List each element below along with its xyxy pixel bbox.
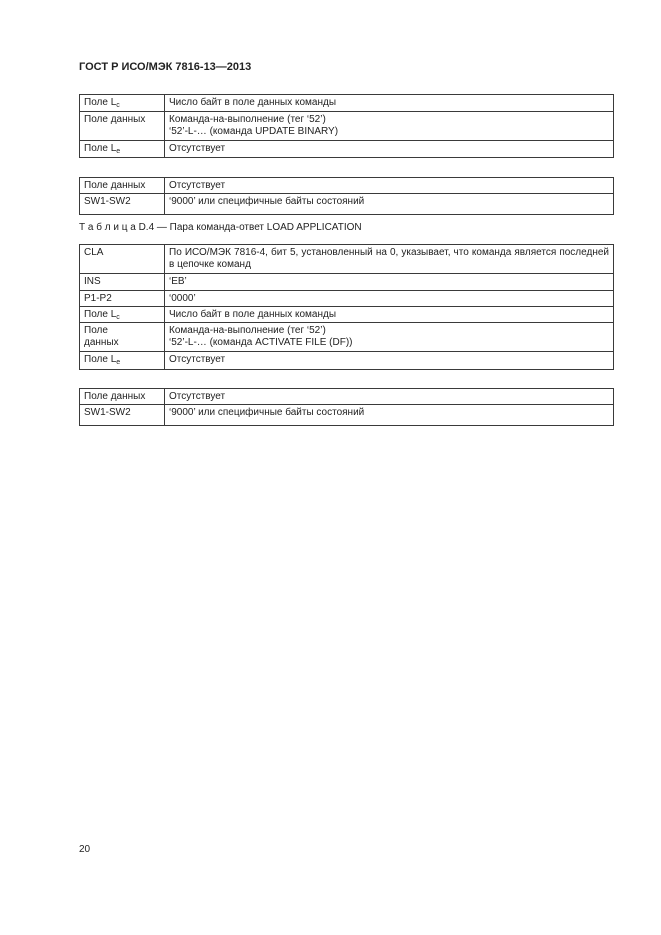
table-row — [80, 112, 614, 141]
table-row — [80, 274, 614, 291]
table-row — [80, 194, 614, 215]
row-label: SW1-SW2 — [80, 194, 165, 215]
table-d4-response — [79, 388, 614, 426]
row-value: По ИСО/МЭК 7816-4, бит 5, установленный на 0, указывает, что команда является последней в цепочке команд — [165, 245, 614, 274]
row-value: Число байт в поле данных команды — [165, 307, 614, 323]
row-value: Число байт в поле данных команды — [165, 95, 614, 112]
row-label: Поле данных — [80, 389, 165, 405]
row-value: Команда-на-выполнение (тег ‘52’) ‘52’-L-… (команда UPDATE BINARY) — [165, 112, 614, 141]
table-row — [80, 141, 614, 158]
row-label: Поле данных — [80, 112, 165, 141]
caption-text: — Пара команда-ответ LOAD APPLICATION — [156, 222, 362, 233]
row-value: ‘EB’ — [165, 274, 614, 291]
command-table-continued — [79, 94, 614, 158]
row-value: ‘9000’ или специфичные байты состояний — [165, 405, 614, 426]
table-row — [80, 245, 614, 274]
page-number: 20 — [79, 844, 91, 855]
table-row — [80, 323, 614, 352]
row-value: Отсутствует — [165, 141, 614, 158]
row-label: SW1-SW2 — [80, 405, 165, 426]
table-row — [80, 389, 614, 405]
caption-label: Т а б л и ц а — [79, 222, 136, 233]
row-label: CLA — [80, 245, 165, 274]
row-value: Отсутствует — [165, 389, 614, 405]
table-row — [80, 405, 614, 426]
row-value: Команда-на-выполнение (тег ‘52’) ‘52’-L-… (команда ACTIVATE FILE (DF)) — [165, 323, 614, 352]
table-row — [80, 352, 614, 370]
row-value: Отсутствует — [165, 352, 614, 370]
row-label: Поле $L_c$ — [80, 307, 165, 323]
row-label: Поле $L_e$ — [80, 352, 165, 370]
row-label: P1-P2 — [80, 291, 165, 307]
caption-number: D.4 — [138, 222, 155, 233]
document-title: ГОСТ Р ИСО/МЭК 7816-13—2013 — [79, 61, 252, 73]
table-row — [80, 178, 614, 194]
table-row — [80, 95, 614, 112]
row-label: Поле $L_e$ — [80, 141, 165, 158]
row-label: Поле данных — [80, 323, 165, 352]
table-row — [80, 291, 614, 307]
table-d4-command — [79, 244, 614, 370]
row-value: Отсутствует — [165, 178, 614, 194]
row-value: ‘0000’ — [165, 291, 614, 307]
row-label: Поле $L_c$ — [80, 95, 165, 112]
response-table-continued — [79, 177, 614, 215]
row-label: Поле данных — [80, 178, 165, 194]
table-row — [80, 307, 614, 323]
row-value: ‘9000’ или специфичные байты состояний — [165, 194, 614, 215]
row-label: INS — [80, 274, 165, 291]
table-caption — [79, 222, 362, 234]
